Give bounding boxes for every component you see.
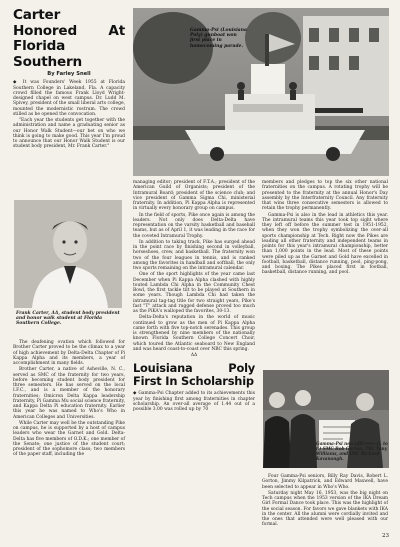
section-divider-mark: ΔΔ xyxy=(190,353,198,358)
headline-carter: Carter Honored At Florida Southern xyxy=(13,7,125,70)
paragraph: members and pledges to top the six other national fraternities on the campus. A rotating trophy will be presented to the fraternity at the annual Honor's Day assembly by the Interfraternity Council. Any fraternity that wins three consecutive semesters is allowed to retain the trophy permanently. xyxy=(262,180,388,212)
float-illustration xyxy=(133,8,389,176)
paragraph: In addition to taking track, Pike has surged ahead in the point race by finishing second in volleyball, horseshoes, crew, and basketball. The fraternity won two of the four leagues in tennis, and is ranked among the favorites in handball and softball, the only two sports remaining on the intramural calendar. xyxy=(133,239,255,271)
paragraph: One of the sport highlights of the year came last December when Pi Kappa Alpha clashed with highly touted Lambda Chi Alpha in the Community Chest Bowl, the first tackle tilt to be played at Southern in some years. Though Lambda Chi had taken the intramural tag-tag title for two straight years, Pike's fast "T" attack and rugged defense proved too much as the PiKA's walloped the favorites, 30-13. xyxy=(133,272,255,314)
article-carter-column-2 xyxy=(133,180,255,413)
article-carter-column-1-continued xyxy=(13,340,125,459)
caption-frank-carter: Frank Carter, ΔΔ, student body president and honor walk student at Florida Southern College. xyxy=(16,311,120,327)
byline: By Farley Snell xyxy=(47,71,91,77)
paragraph: Saturday night May 16, 1953, was the big night on Tech campus when the 1953 version of the IKA Dream Girl Formal Dance took place. This was the highlight of the social season. For favors we gave blankets with IKA in the center. All the alumni were cordially invited and the ones that attended were well pleased with our formal. xyxy=(262,490,388,528)
caption-homecoming-float: Gamma-Psi (Louisiana Poly) gunboat won first place in homecoming parade. xyxy=(190,28,247,49)
paragraph: "Each year the students get together with the administration and name a graduating senior as our Honor Walk Student—our bet on who we think is going to make good. This year I'm proud to announce that our Honor Walk Student is our student body president, Mr. Frank Carter." xyxy=(13,118,125,150)
paragraph: Gamma-Psi is also in the lead in athletics this year. The intramural teams this year took top sight where they left off before the summer test in 1951-1952, when they won the trophy symbolizing the over-all sports championship at Tech. Right now the Pikes are leading all other fraternity and independent teams in points for this year's intramural championship, better than 1,000 points in the lead. Most of these points were piled up as the Garnet and Gold have excelled in football, basketball, distance running, pool, ping-pong, and boxing. The Pikes placed first in football, basketball, distance running, and pool. xyxy=(262,212,388,276)
paragraph: managing editor; president of F.T.A.; president of the American Guild of Organists; president of the Intramural Board; president of the science club; and vice president of Gamma Sigma Chi, ministerial fraternity. In addition, Pi Kappa Alpha is represented in virtually every honorary group on campus. xyxy=(133,180,255,212)
article-carter-column-1 xyxy=(13,8,125,151)
photo-homecoming-float xyxy=(133,8,389,176)
article-louisiana-column-3 xyxy=(262,180,388,277)
photo-frank-carter xyxy=(14,200,122,308)
article-louisiana-column-3-continued xyxy=(262,474,388,529)
paragraph: In the field of sports, Pike once again is among the leaders. Not only does Delta-Delta have representation on the varsity basketball and baseball teams, but as of April 1, it was leading in the race for the coveted Intramural Trophy. xyxy=(133,212,255,239)
paragraph: ◆ It was Founders' Week 1955 at Florida Southern College in Lakeland, Fla. A capacity crowd filled the famous Frank Lloyd Wright-designed chapel on west campus. Dr. Ludd M. Spivey, president of the small liberal arts college, mounted the modernistic rostrum. The crowd stilled as he opened the convocation. xyxy=(13,80,125,117)
page-number: 23 xyxy=(382,533,389,539)
caption-new-officers-visible: Gamma-Psi new officers—(L to r.) SMC Bob Gorton, ThC Tony Williams, and IMC Richard Kavanaugh. xyxy=(316,441,388,461)
portrait-illustration xyxy=(14,200,122,308)
paragraph: ◆ Gamma-Psi Chapter added to its achievements this year by finishing first among fraternities in chapter scholarship. An over-all average of 1.44 out of a possible 3.00 was rolled up by 70 xyxy=(133,391,255,412)
paragraph: The deafening ovation which followed for Brother Carter proved to be the climax to a year of high achievement by Delta-Delta Chapter of Pi Kappa Alpha and its members, a year of accomplishment in many fields. xyxy=(13,340,125,366)
headline-louisiana-poly: Louisiana Poly First In Scholarship xyxy=(133,361,255,389)
paragraph: Brother Carter, a native of Asheville, N. C., served as SMC of the fraternity for two years, before becoming student body president for three semesters. He has served on the local I.F.C., and is a member of the honorary fraternities; Omicron Delta Kappa leadership fraternity, Pi Gamma Mu social science fraternity, and Kappa Delta Pi education fraternity. Earlier this year he was named to Who's Who in American Colleges and Universities. xyxy=(13,367,125,420)
paragraph: Four Gamma-Psi seniors, Billy Ray Davis, Robert L. Gorton, Jimmy Kilpatrick, and Edward Maxwell, have been selected to appear in Who's Who. xyxy=(262,474,388,490)
paragraph: While Carter may well be the outstanding Pike on campus, he is supported by a host of campus leaders who wear the Garnet and Gold. Delta-Delta has five members of O.D.K.; one member of the Senate; one justice of the student court; president of the sophomore class; two members of the paper staff, including the xyxy=(13,420,125,458)
paragraph: Delta-Delta's reputation in the world of music continued to grow as the men of Pi Kappa Alpha came forth with five top-notch serenades. This group is strengthened by nine members of the nationally known Florida Southern College Concert Choir, which toured the Atlantic seaboard to New England and was heard coast-to-coast over NBC this spring. xyxy=(133,315,255,352)
